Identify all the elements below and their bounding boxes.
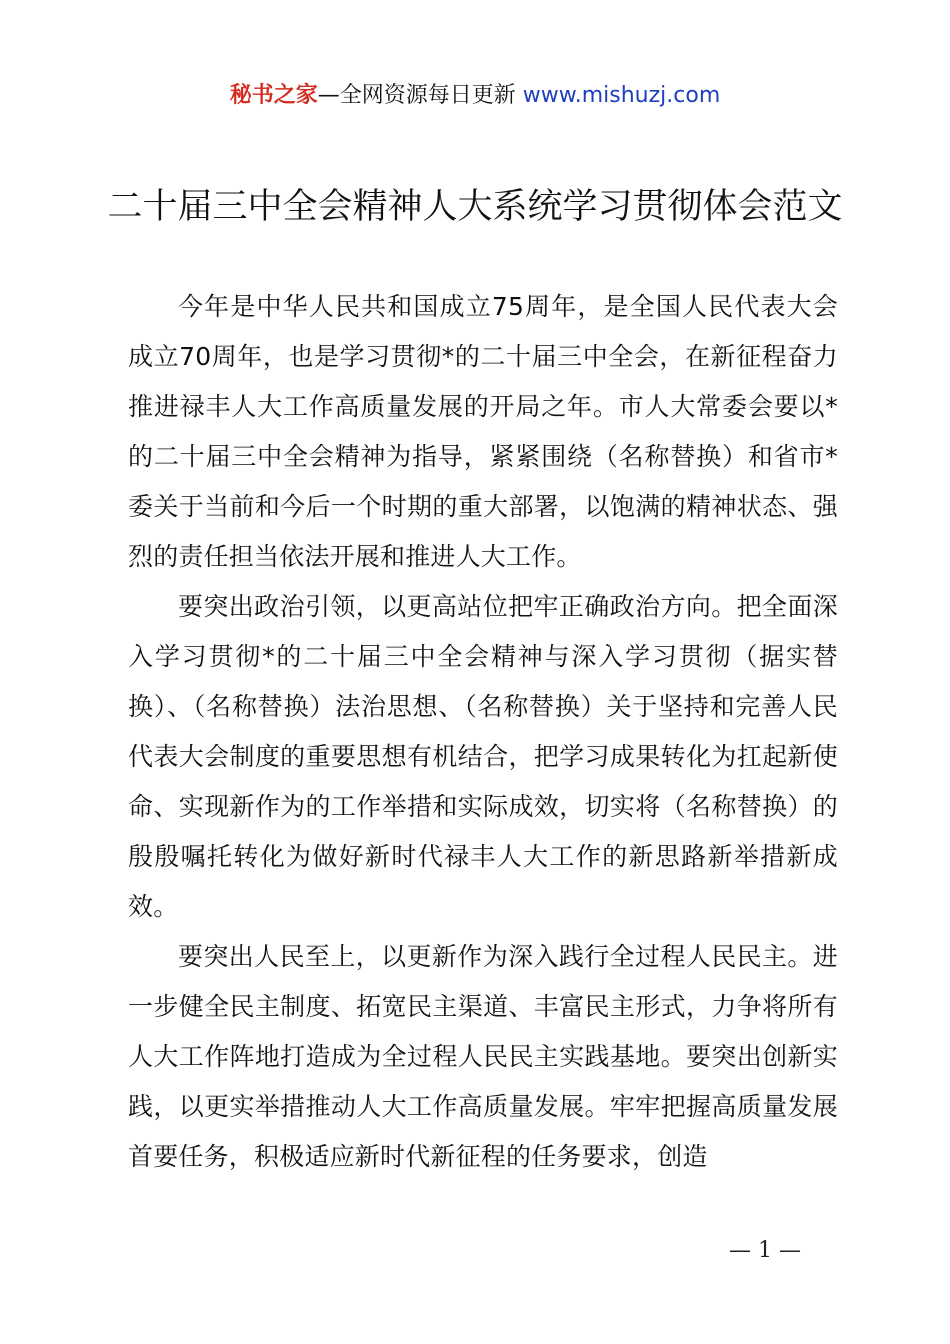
page-number: — 1 — (729, 1238, 801, 1263)
body-paragraph-1: 今年是中华人民共和国成立75周年，是全国人民代表大会成立70周年，也是学习贯彻*的二十届三中全会，在新征程奋力推进禄丰人大工作高质量发展的开局之年。市人大常委会要以*的二十届三中全会精神为指导，紧紧围绕（名称替换）和省市*委关于当前和今后一个时期的重大部署，以饱满的精神状态、强烈的责任担当依法开展和推进人大工作。 (128, 292, 838, 571)
body-paragraph-3: 要突出人民至上，以更新作为深入践行全过程人民民主。进一步健全民主制度、拓宽民主渠道、丰富民主形式，力争将所有人大工作阵地打造成为全过程人民民主实践基地。要突出创新实践，以更实举措推动人大工作高质量发展。牢牢把握高质量发展首要任务，积极适应新时代新征程的任务要求，创造 (128, 942, 838, 1171)
brand-name: 秘书之家 (229, 83, 318, 108)
site-url-link[interactable]: www.mishuzj.com (522, 83, 721, 108)
body-paragraph-2: 要突出政治引领，以更高站位把牢正确政治方向。把全面深入学习贯彻*的二十届三中全会精神与深入学习贯彻（据实替换）、（名称替换）法治思想、（名称替换）关于坚持和完善人民代表大会制度的重要思想有机结合，把学习成果转化为扛起新使命、实现新作为的工作举措和实际成效，切实将（名称替换）的殷殷嘱托转化为做好新时代禄丰人大工作的新思路新举措新成效。 (128, 592, 838, 921)
watermark-header (0, 80, 950, 112)
document-body (128, 282, 838, 1182)
document-title: 二十届三中全会精神人大系统学习贯彻体会范文 (107, 187, 843, 227)
header-tagline: —全网资源每日更新 (317, 83, 523, 108)
